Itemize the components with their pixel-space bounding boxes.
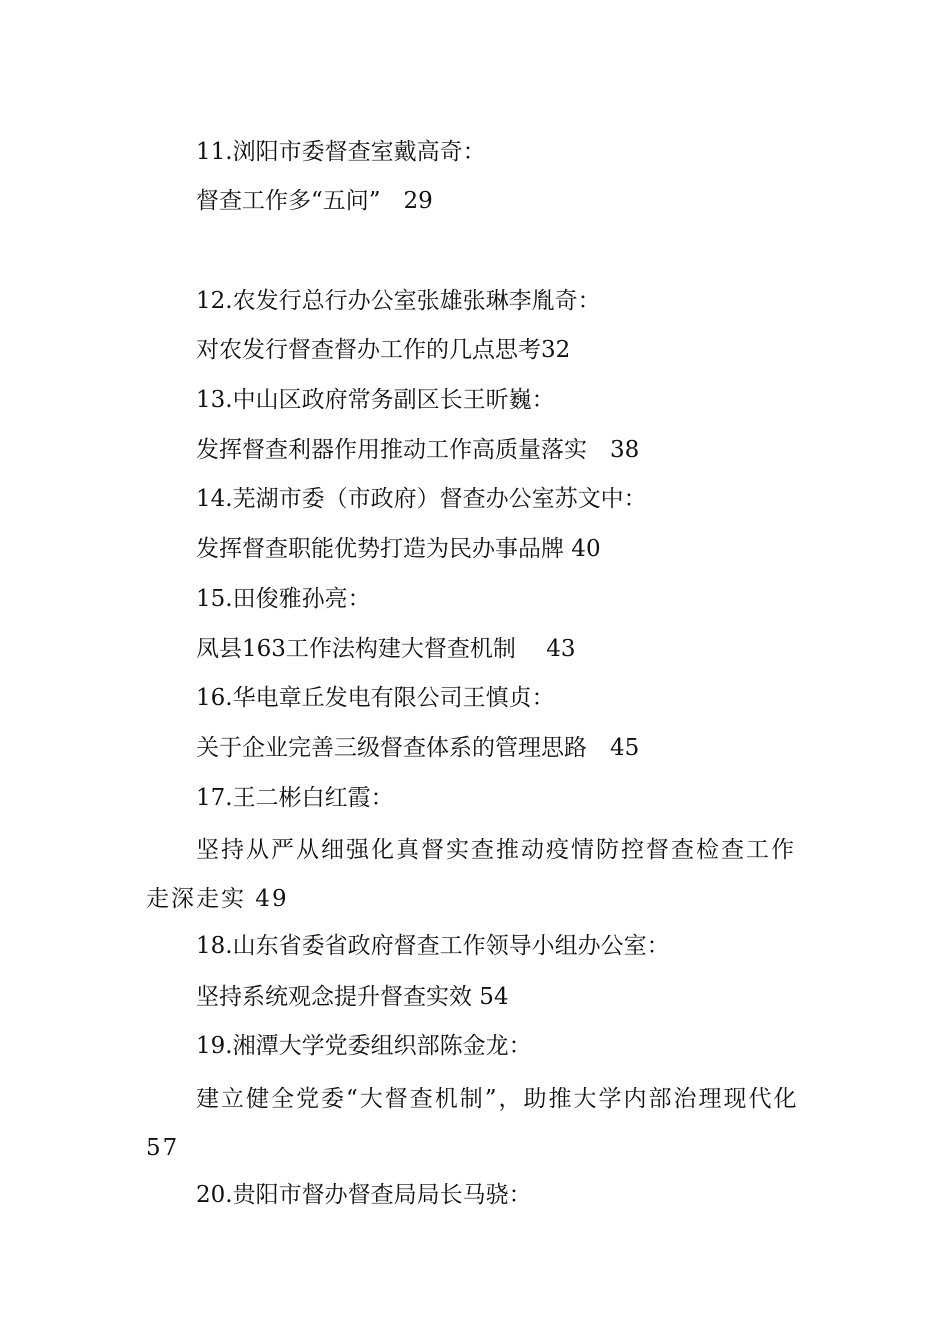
- toc-entry-14: 发挥督查职能优势打造为民办事品牌 40: [196, 536, 601, 562]
- toc-entry-18: 坚持系统观念提升督查实效 54: [196, 984, 509, 1010]
- toc-heading-19: 19.湘潭大学党委组织部陈金龙：: [196, 1033, 532, 1059]
- toc-entry-12: 对农发行督查督办工作的几点思考32: [196, 337, 571, 363]
- toc-heading-17: 17.王二彬白红霞：: [196, 785, 394, 811]
- toc-heading-13: 13.中山区政府常务副区长王昕巍：: [196, 387, 555, 413]
- toc-entry-16: 关于企业完善三级督查体系的管理思路 45: [196, 735, 640, 761]
- toc-entry-13: 发挥督查利器作用推动工作高质量落实 38: [196, 437, 640, 463]
- toc-entry-11: 督查工作多“五问” 29: [196, 188, 433, 214]
- toc-heading-14: 14.芜湖市委（市政府）督查办公室苏文中：: [196, 486, 647, 512]
- toc-heading-18: 18.山东省委省政府督查工作领导小组办公室：: [196, 933, 670, 959]
- toc-entry-15: 凤县163工作法构建大督查机制 43: [196, 636, 576, 662]
- toc-entry-17: 坚持从严从细强化真督实查推动疫情防控督查检查工作走深走实 49: [146, 837, 796, 912]
- toc-heading-20: 20.贵阳市督办督查局局长马骁：: [196, 1182, 532, 1208]
- toc-entry-19: 建立健全党委“大督查机制”，助推大学内部治理现代化 57: [146, 1086, 824, 1161]
- toc-heading-11: 11.浏阳市委督查室戴高奇：: [196, 139, 486, 165]
- toc-heading-16: 16.华电章丘发电有限公司王慎贞：: [196, 685, 555, 711]
- toc-heading-12: 12.农发行总行办公室张雄张琳李胤奇：: [196, 288, 601, 314]
- toc-heading-15: 15.田俊雅孙亮：: [196, 586, 371, 612]
